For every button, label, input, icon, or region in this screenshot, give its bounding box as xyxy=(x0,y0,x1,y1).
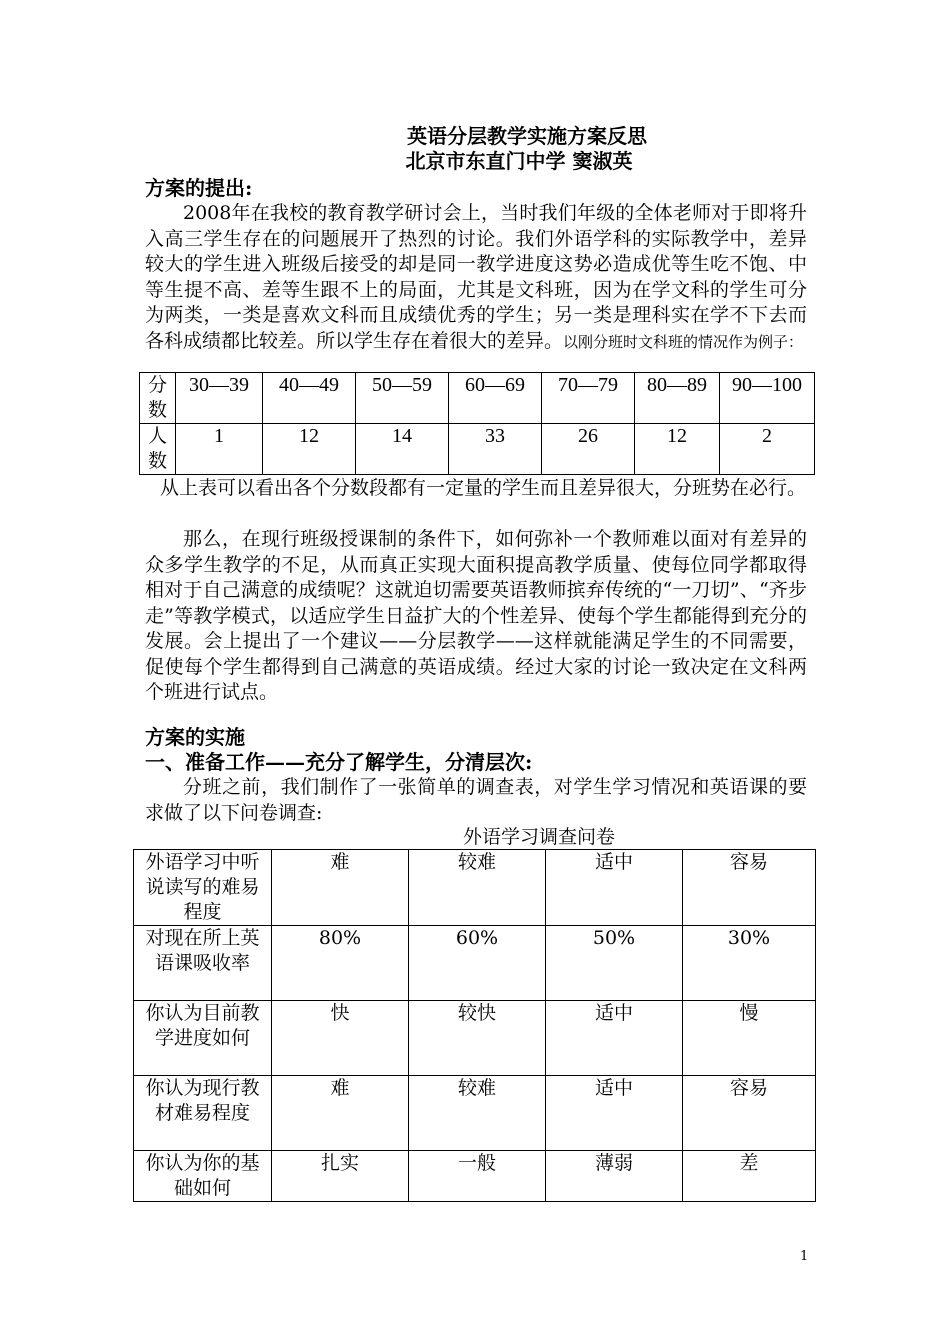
survey-answer-cell: 适中 xyxy=(546,850,683,926)
score-range-cell: 80—89 xyxy=(635,373,720,424)
paragraph-survey-intro: 分班之前，我们制作了一张简单的调查表，对学生学习情况和英语课的要求做了以下问卷调查: xyxy=(145,776,807,824)
survey-question-cell: 对现在所上英语课吸收率 xyxy=(134,926,272,1001)
survey-answer-cell: 难 xyxy=(272,1076,409,1151)
survey-question-cell: 你认为现行教材难易程度 xyxy=(134,1076,272,1151)
table-intro-note: 以刚分班时文科班的情况作为例子： xyxy=(563,332,804,351)
survey-answer-cell: 扎实 xyxy=(272,1151,409,1202)
count-label-cell: 人数 xyxy=(140,424,176,475)
survey-answer-cell: 慢 xyxy=(683,1001,816,1076)
score-range-cell: 50—59 xyxy=(356,373,449,424)
count-cell: 26 xyxy=(542,424,635,475)
score-range-cell: 90—100 xyxy=(720,373,815,424)
score-label-cell: 分数 xyxy=(140,373,176,424)
survey-row xyxy=(134,1001,816,1076)
score-distribution-table xyxy=(139,372,815,475)
page-number: 1 xyxy=(800,1249,809,1264)
survey-answer-cell: 薄弱 xyxy=(546,1151,683,1202)
score-range-cell: 40—49 xyxy=(263,373,356,424)
survey-question-cell: 你认为你的基础如何 xyxy=(134,1151,272,1202)
count-cell: 33 xyxy=(449,424,542,475)
paragraph-intro xyxy=(145,201,807,355)
survey-answer-cell: 较快 xyxy=(409,1001,546,1076)
student-count-row xyxy=(140,424,815,475)
survey-answer-cell: 难 xyxy=(272,850,409,926)
survey-answer-cell: 适中 xyxy=(546,1001,683,1076)
survey-row xyxy=(134,926,816,1001)
score-range-cell: 60—69 xyxy=(449,373,542,424)
score-range-row xyxy=(140,373,815,424)
score-range-cell: 70—79 xyxy=(542,373,635,424)
survey-question-cell: 你认为目前教学进度如何 xyxy=(134,1001,272,1076)
paragraph-intro-text: 2008年在我校的教育教学研讨会上，当时我们年级的全体老师对于即将升入高三学生存在的问题展开了热烈的讨论。我们外语学科的实际教学中，差异较大的学生进入班级后接受的却是同一教学进度这势必造成优等生吃不饱、中等生提不高、差等生跟不上的局面，尤其是文科班，因为在学文科的学生可分为两类，一类是喜欢文科而且成绩优秀的学生；另一类是理科实在学不下去而各科成绩都比较差。所以学生存在着很大的差异。 xyxy=(145,202,807,352)
count-cell: 12 xyxy=(635,424,720,475)
survey-answer-cell: 80% xyxy=(272,926,409,1001)
paragraph-stratified-proposal: 那么，在现行班级授课制的条件下，如何弥补一个教师难以面对有差异的众多学生教学的不足，从而真正实现大面积提高教学质量、使每位同学都取得相对于自己满意的成绩呢？这就迫切需要英语教师摈弃传统的“一刀切”、“齐步走”等教学模式，以适应学生日益扩大的个性差异、使每个学生都能得到充分的发展。会上提出了一个建议——分层教学——这样就能满足学生的不同需要，促使每个学生都得到自己满意的英语成绩。经过大家的讨论一致决定在文科两个班进行试点。 xyxy=(145,528,807,703)
survey-title: 外语学习调查问卷 xyxy=(462,826,615,848)
count-cell: 14 xyxy=(356,424,449,475)
survey-answer-cell: 容易 xyxy=(683,1076,816,1151)
survey-row xyxy=(134,850,816,926)
survey-answer-cell: 一般 xyxy=(409,1151,546,1202)
survey-answer-cell: 快 xyxy=(272,1001,409,1076)
section-heading-proposal: 方案的提出: xyxy=(145,176,253,200)
author-line: 北京市东直门中学 窦淑英 xyxy=(405,149,633,173)
survey-answer-cell: 50% xyxy=(546,926,683,1001)
paragraph-table-conclusion: 从上表可以看出各个分数段都有一定量的学生而且差异很大，分班势在必行。 xyxy=(160,477,807,499)
survey-row xyxy=(134,1076,816,1151)
score-range-cell: 30—39 xyxy=(176,373,263,424)
count-cell: 12 xyxy=(263,424,356,475)
survey-answer-cell: 较难 xyxy=(409,1076,546,1151)
survey-answer-cell: 较难 xyxy=(409,850,546,926)
survey-answer-cell: 60% xyxy=(409,926,546,1001)
survey-answer-cell: 差 xyxy=(683,1151,816,1202)
survey-answer-cell: 适中 xyxy=(546,1076,683,1151)
survey-table xyxy=(133,849,816,1202)
survey-answer-cell: 容易 xyxy=(683,850,816,926)
count-cell: 2 xyxy=(720,424,815,475)
section-heading-implementation: 方案的实施 xyxy=(145,725,245,749)
survey-answer-cell: 30% xyxy=(683,926,816,1001)
survey-question-cell: 外语学习中听说读写的难易程度 xyxy=(134,850,272,926)
document-title: 英语分层教学实施方案反思 xyxy=(407,124,647,148)
subsection-heading-preparation: 一、准备工作——充分了解学生，分清层次: xyxy=(145,750,533,774)
survey-row xyxy=(134,1151,816,1202)
count-cell: 1 xyxy=(176,424,263,475)
